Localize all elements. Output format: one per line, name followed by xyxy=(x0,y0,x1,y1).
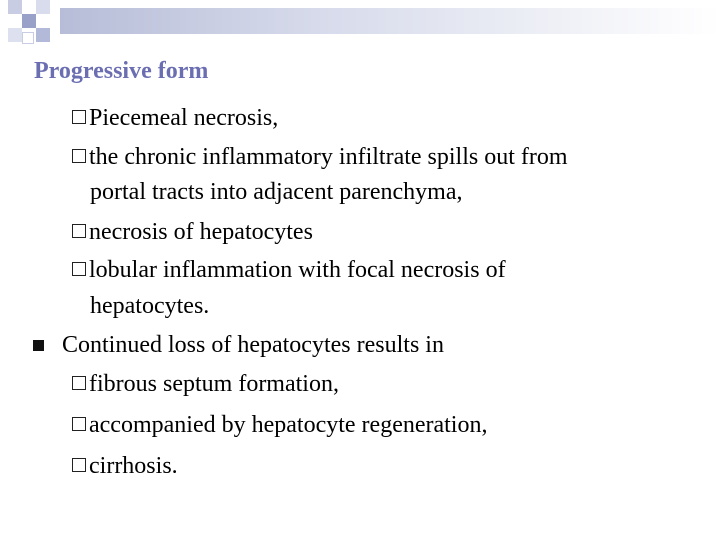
hollow-square-icon xyxy=(72,224,86,238)
main-bullet-text: Continued loss of hepatocytes results in xyxy=(62,332,444,358)
list-item-continuation: portal tracts into adjacent parenchyma, xyxy=(90,179,463,205)
slide-title: Progressive form xyxy=(34,58,209,84)
list-item: accompanied by hepatocyte regeneration, xyxy=(72,411,487,439)
hollow-square-icon xyxy=(72,458,86,472)
list-item: fibrous septum formation, xyxy=(72,370,339,398)
filled-square-icon xyxy=(33,340,44,351)
hollow-square-icon xyxy=(72,262,86,276)
hollow-square-icon xyxy=(72,110,86,124)
decor-square xyxy=(36,0,50,14)
hollow-square-icon xyxy=(72,149,86,163)
list-item: Piecemeal necrosis, xyxy=(72,104,278,132)
decor-square xyxy=(22,14,36,28)
decor-square xyxy=(8,28,22,42)
decor-square xyxy=(8,0,22,14)
list-item: the chronic inflammatory infiltrate spills out from xyxy=(72,143,568,171)
decor-square xyxy=(22,32,34,44)
decor-square xyxy=(36,28,50,42)
hollow-square-icon xyxy=(72,417,86,431)
list-item-continuation: hepatocytes. xyxy=(90,293,210,319)
list-item: cirrhosis. xyxy=(72,452,178,480)
decorative-header-band xyxy=(0,0,720,46)
list-item: necrosis of hepatocytes xyxy=(72,218,313,246)
hollow-square-icon xyxy=(72,376,86,390)
list-item: lobular inflammation with focal necrosis of xyxy=(72,256,506,284)
header-gradient-bar xyxy=(60,8,720,34)
